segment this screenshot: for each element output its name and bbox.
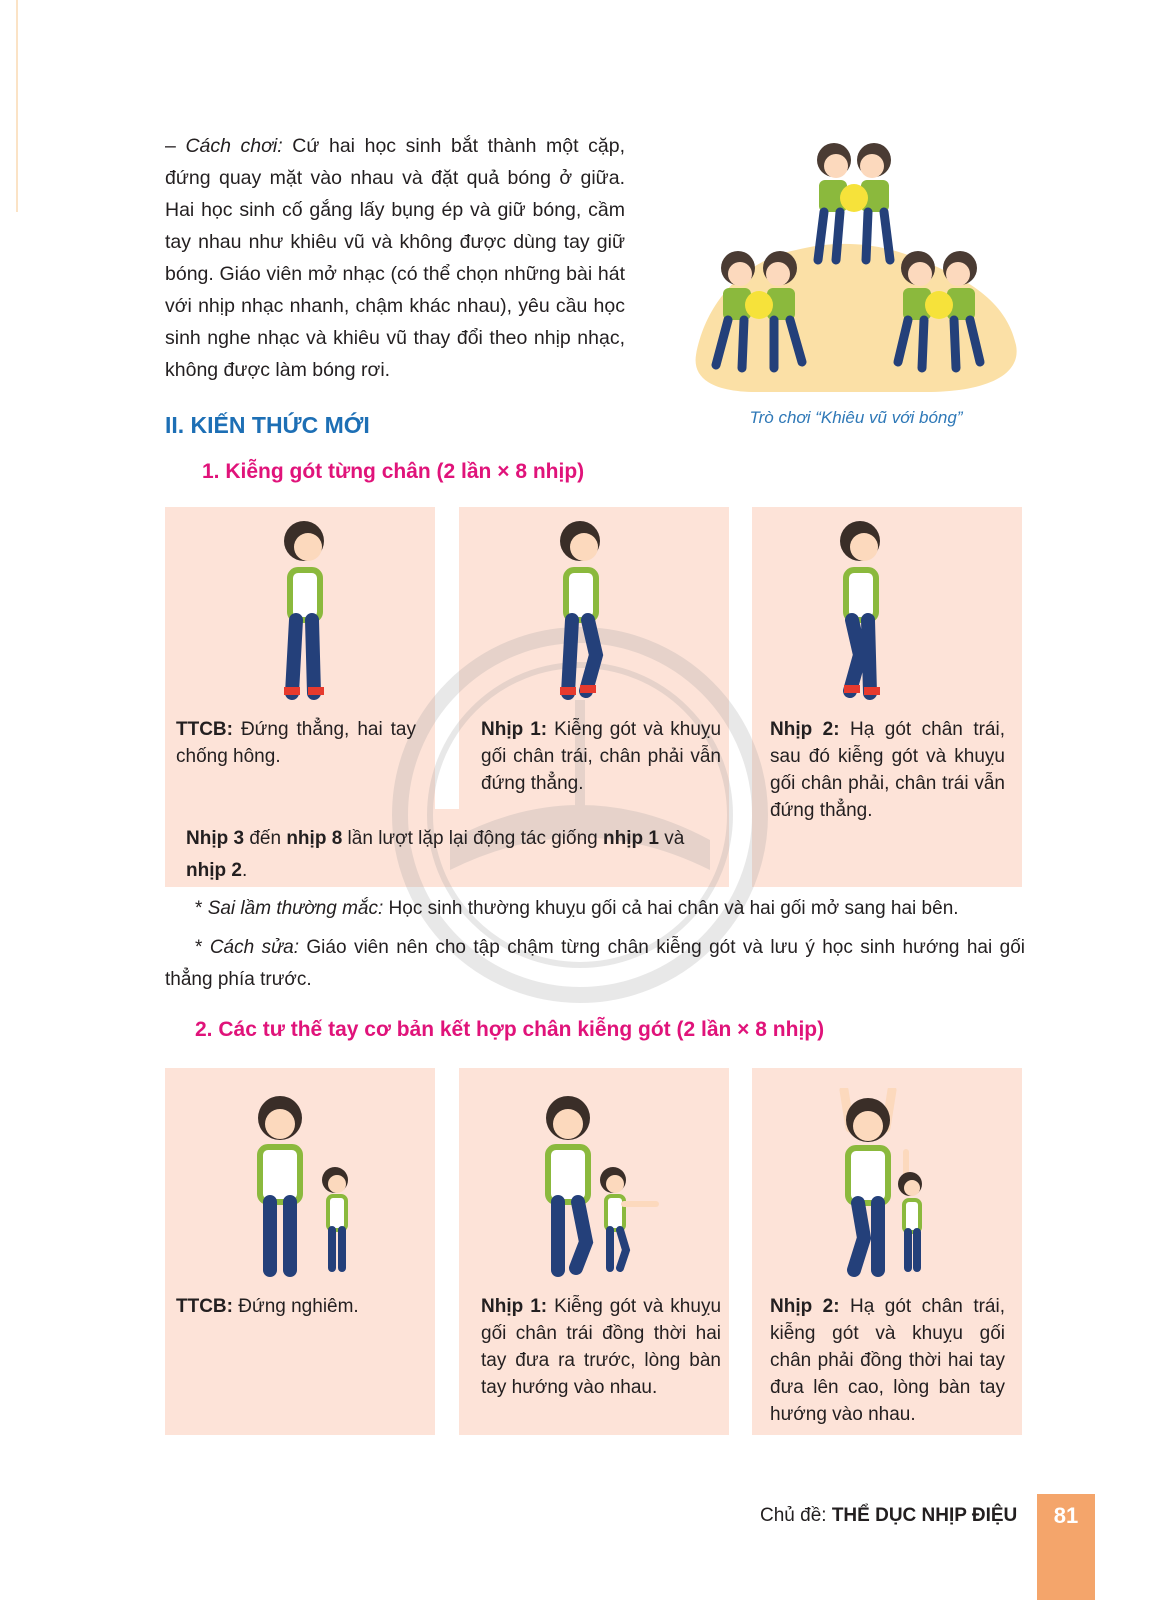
part2-nhip1-text: Nhịp 1: Kiễng gót và khuỵu gối chân trái đồng thời hai tay đưa ra trước, lòng bàn tay hướng vào nhau. (481, 1296, 722, 1398)
part2-title: 2. Các tư thế tay cơ bản kết hợp chân kiễng gót (2 lần × 8 nhịp) (195, 1018, 825, 1041)
illustration-caption: Trò chơi “Khiêu vũ với bóng” (749, 408, 963, 427)
margin-line (16, 0, 18, 212)
intro-paragraph: – Cách chơi: Cứ hai học sinh bắt thành một cặp, đứng quay mặt vào nhau và đặt quả bóng ở giữa. Hai học sinh cố gắng lấy bụng ép và giữ bóng, cầm tay nhau như khiêu vũ và không được dùng tay giữ bóng. Giáo viên mở nhạc (có thể chọn những bài hát với nhịp nhạc nhanh, chậm khác nhau), yêu cầu học sinh nghe nhạc và khiêu vũ thay đổi theo nhịp nhạc, không được làm bóng rơi. (165, 135, 626, 381)
girl-attention-figure (240, 1092, 360, 1282)
child-pair-top (817, 143, 891, 260)
intro-text: Cứ hai học sinh bắt thành một cặp, đứng quay mặt vào nhau và đặt quả bóng ở giữa. Hai học sinh cố gắng lấy bụng ép và giữ bóng, cầm tay nhau như khiêu vũ và không được dùng tay giữ bóng. Giáo viên mở nhạc (có thể chọn những bài hát với nhịp nhạc nhanh, chậm khác nhau), yêu cầu học sinh nghe nhạc và khiêu vũ thay đổi theo nhịp nhạc, không được làm bóng rơi. (165, 135, 626, 381)
footer-topic: Chủ đề: THỂ DỤC NHỊP ĐIỆU (760, 1505, 1018, 1526)
correction-note: * Cách sửa: Giáo viên nên cho tập chậm từng chân kiễng gót và lưu ý học sinh hướng hai gối thẳng phía trước. (165, 937, 1025, 990)
page-number: 81 (1053, 1503, 1079, 1528)
part1-nhip1-text: Nhịp 1: Kiễng gót và khuỵu gối chân trái, chân phải vẫn đứng thẳng. (481, 719, 722, 794)
part1-ttcb-text: TTCB: Đứng thẳng, hai tay chống hông. (176, 719, 416, 767)
girl-arms-forward-figure (528, 1092, 668, 1282)
girl-heel-raise-right-figure (828, 515, 898, 705)
girl-standing-figure (272, 515, 342, 705)
part1-nhip2-text: Nhịp 2: Hạ gót chân trái, sau đó kiễng gót và khuỵu gối chân phải, chân trái vẫn đứng thẳng. (770, 719, 1005, 821)
common-mistake-note: * Sai lầm thường mắc: Học sinh thường khuỵu gối cả hai chân và hai gối mở sang hai bên. (195, 898, 959, 919)
intro-label: Cách chơi: (185, 135, 283, 157)
part1-repeat-text: Nhịp 3 đến nhịp 8 lần lượt lặp lại động tác giống nhịp 1 và nhịp 2. (186, 828, 685, 881)
girl-arms-up-figure (828, 1088, 938, 1283)
part2-ttcb-text: TTCB: Đứng nghiêm. (176, 1296, 359, 1317)
part1-title: 1. Kiễng gót từng chân (2 lần × 8 nhịp) (202, 460, 585, 483)
girl-heel-raise-left-figure (548, 515, 618, 705)
part2-nhip2-text: Nhịp 2: Hạ gót chân trái, kiễng gót và khuỵu gối chân phải đồng thời hai tay đưa lên cao, lòng bàn tay hướng vào nhau. (770, 1296, 1005, 1425)
dance-with-ball-illustration (686, 130, 1026, 405)
section-title: II. KIẾN THỨC MỚI (165, 412, 370, 438)
